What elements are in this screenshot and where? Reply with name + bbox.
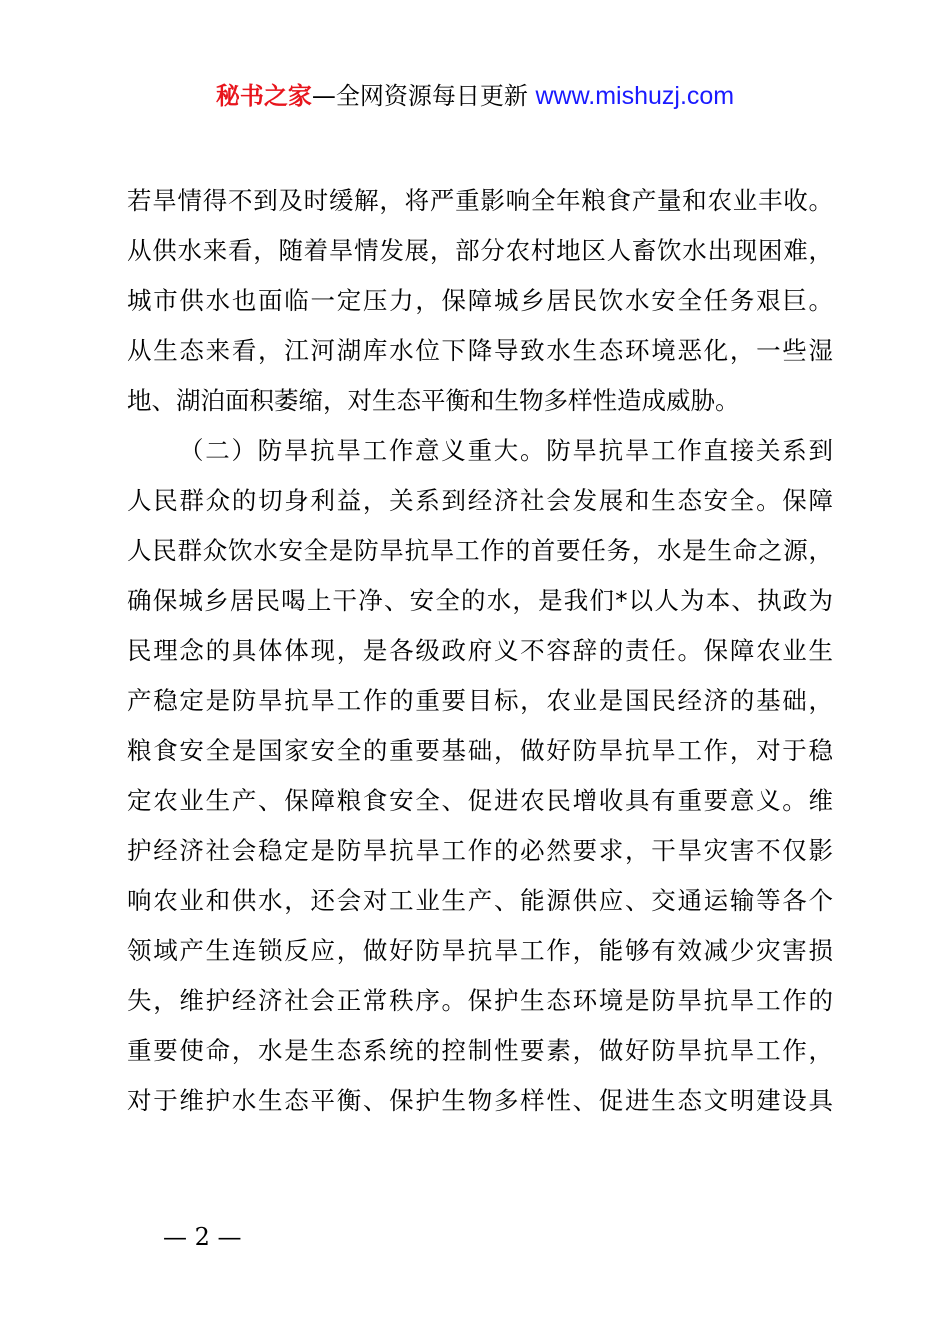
text-line: 对于维护水生态平衡、保护生物多样性、促进生态文明建设具 <box>127 1086 833 1115</box>
header-slogan: —全网资源每日更新 <box>311 82 528 110</box>
text-line: 护经济社会稳定是防旱抗旱工作的必然要求，干旱灾害不仅影 <box>127 836 833 865</box>
paragraph-continued <box>127 176 833 426</box>
text-line: 人民群众饮水安全是防旱抗旱工作的首要任务，水是生命之源， <box>127 536 833 565</box>
site-url-link[interactable]: www.mishuzj.com <box>535 82 735 110</box>
text-line: 领域产生连锁反应，做好防旱抗旱工作，能够有效减少灾害损 <box>127 936 833 965</box>
text-line: 城市供水也面临一定压力，保障城乡居民饮水安全任务艰巨。 <box>127 286 833 315</box>
text-line: 人民群众的切身利益，关系到经济社会发展和生态安全。保障 <box>127 486 833 515</box>
text-line: 民理念的具体体现，是各级政府义不容辞的责任。保障农业生 <box>127 636 833 665</box>
text-line: 定农业生产、保障粮食安全、促进农民增收具有重要意义。维 <box>127 786 833 815</box>
text-line: 确保城乡居民喝上干净、安全的水，是我们*以人为本、执政为 <box>127 586 833 615</box>
document-body <box>127 176 833 1126</box>
paragraph-section-two <box>127 426 833 1126</box>
text-line: 粮食安全是国家安全的重要基础，做好防旱抗旱工作，对于稳 <box>127 736 833 765</box>
page-number: — 2 — <box>163 1223 242 1251</box>
section-heading-line: （二）防旱抗旱工作意义重大。防旱抗旱工作直接关系到 <box>179 436 833 465</box>
text-line: 若旱情得不到及时缓解，将严重影响全年粮食产量和农业丰收。 <box>127 186 833 215</box>
text-line: 产稳定是防旱抗旱工作的重要目标，农业是国民经济的基础， <box>127 686 833 715</box>
text-line: 地、湖泊面积萎缩，对生态平衡和生物多样性造成威胁。 <box>127 386 740 415</box>
site-header <box>0 80 950 112</box>
text-line: 响农业和供水，还会对工业生产、能源供应、交通运输等各个 <box>127 886 833 915</box>
text-line: 从供水来看，随着旱情发展，部分农村地区人畜饮水出现困难， <box>127 236 833 265</box>
brand-name: 秘书之家 <box>215 82 312 110</box>
text-line: 从生态来看，江河湖库水位下降导致水生态环境恶化，一些湿 <box>127 336 833 365</box>
text-line: 失，维护经济社会正常秩序。保护生态环境是防旱抗旱工作的 <box>127 986 833 1015</box>
text-line: 重要使命，水是生态系统的控制性要素，做好防旱抗旱工作， <box>127 1036 833 1065</box>
